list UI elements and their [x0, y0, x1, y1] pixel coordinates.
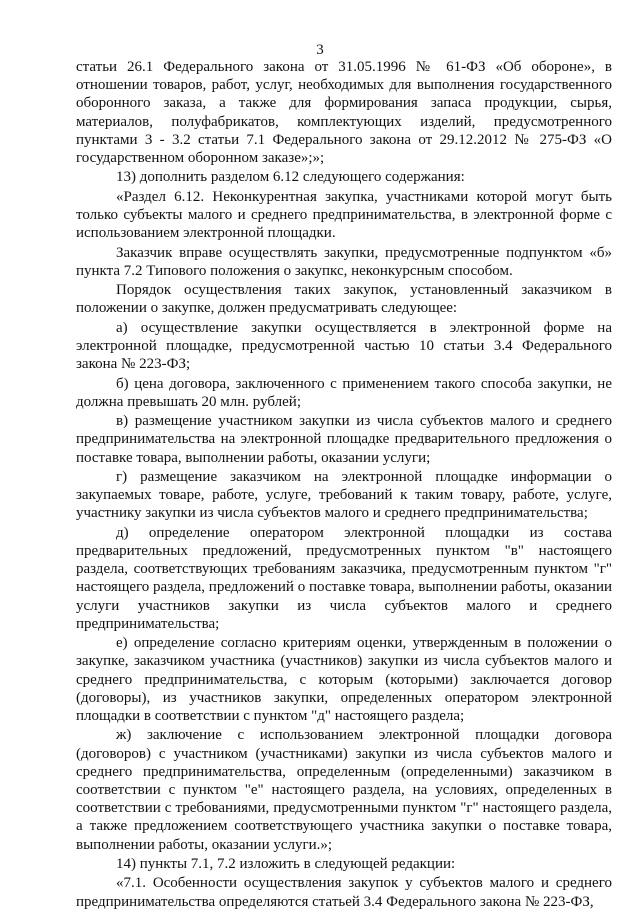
paragraph: «7.1. Особенности осуществления закупок у субъектов малого и среднего предпринимательства определяются статьей 3.4 Федерального закона № 223-ФЗ,	[76, 875, 612, 910]
paragraph: 13) дополнить разделом 6.12 следующего содержания:	[116, 169, 465, 186]
list-item: ж) заключение с использованием электронной площадки договора (договоров) с участником (участниками) закупки из числа субъектов малого и среднего предпринимательства, определенным (определенными) заказчиком в соответствии с пунктом "е" настоящего раздела, на условиях, определенных в соответствии с требованиями, предусмотренными пунктом "г" настоящего раздела, а также предложением соответствующего участника закупки о поставке товара, выполнении работы, оказании услуги.»;	[76, 727, 612, 853]
page-number: 3	[316, 42, 324, 58]
paragraph: 14) пункты 7.1, 7.2 изложить в следующей редакции:	[116, 855, 456, 872]
list-item: г) размещение заказчиком на электронной площадке информации о закупаемых товаре, работе, услуге, требований к таким товару, работе, услуге, участнику закупки из числа субъектов малого и среднего предпринимательства;	[76, 468, 612, 522]
list-item: в) размещение участником закупки из числа субъектов малого и среднего предпринимательства на электронной площадке предварительного предложения о поставке товара, выполнении работы, оказании услуги;	[76, 413, 612, 466]
list-item: а) осуществление закупки осуществляется в электронной форме на электронной площадке, предусмотренной частью 10 статьи 3.4 Федерального закона № 223-ФЗ;	[76, 319, 612, 373]
paragraph: «Раздел 6.12. Неконкурентная закупка, участниками которой могут быть только субъекты малого и среднего предпринимательства, в электронной форме с использованием электронной площадки.	[76, 188, 612, 242]
list-item: е) определение согласно критериям оценки, утвержденным в положении о закупке, заказчиком участника (участников) закупки из числа субъектов малого и среднего предпринимательства, с которым (которыми) заключается договор (договоры), из участников закупки, определенных оператором электронной площадки в соответствии с пунктом "д" настоящего раздела;	[76, 635, 612, 724]
paragraph: статьи 26.1 Федерального закона от 31.05.1996 № 61-ФЗ «Об обороне», в отношении товаров, работ, услуг, необходимых для выполнения государственного оборонного заказа, а также для формирования запаса продукции, сырья, материалов, полуфабрикатов, комплектующих изделий, предусмотренного пунктами 3 - 3.2 статьи 7.1 Федерального закона от 29.12.2012 № 275-ФЗ «О государственном оборонном заказе»;»;	[76, 59, 612, 167]
paragraph: Заказчик вправе осуществлять закупки, предусмотренные подпунктом «б» пункта 7.2 Типового положения о закупкс, неконкурсным способом.	[76, 244, 612, 279]
list-item: д) определение оператором электронной площадки из состава предварительных предложений, предусмотренных пунктом "в" настоящего раздела, соответствующих требованиям заказчика, предусмотренным пунктом "г" настоящего раздела, предложений о поставке товара, выполнении работы, оказании услуги участников закупки из числа субъектов малого и среднего предпринимательства;	[76, 524, 612, 632]
paragraph: Порядок осуществления таких закупок, установленный заказчиком в положении о закупке, должен предусматривать следующее:	[76, 282, 612, 317]
document-body	[76, 58, 612, 912]
list-item: б) цена договора, заключенного с применением такого способа закупки, не должна превышать 20 млн. рублей;	[76, 375, 612, 410]
